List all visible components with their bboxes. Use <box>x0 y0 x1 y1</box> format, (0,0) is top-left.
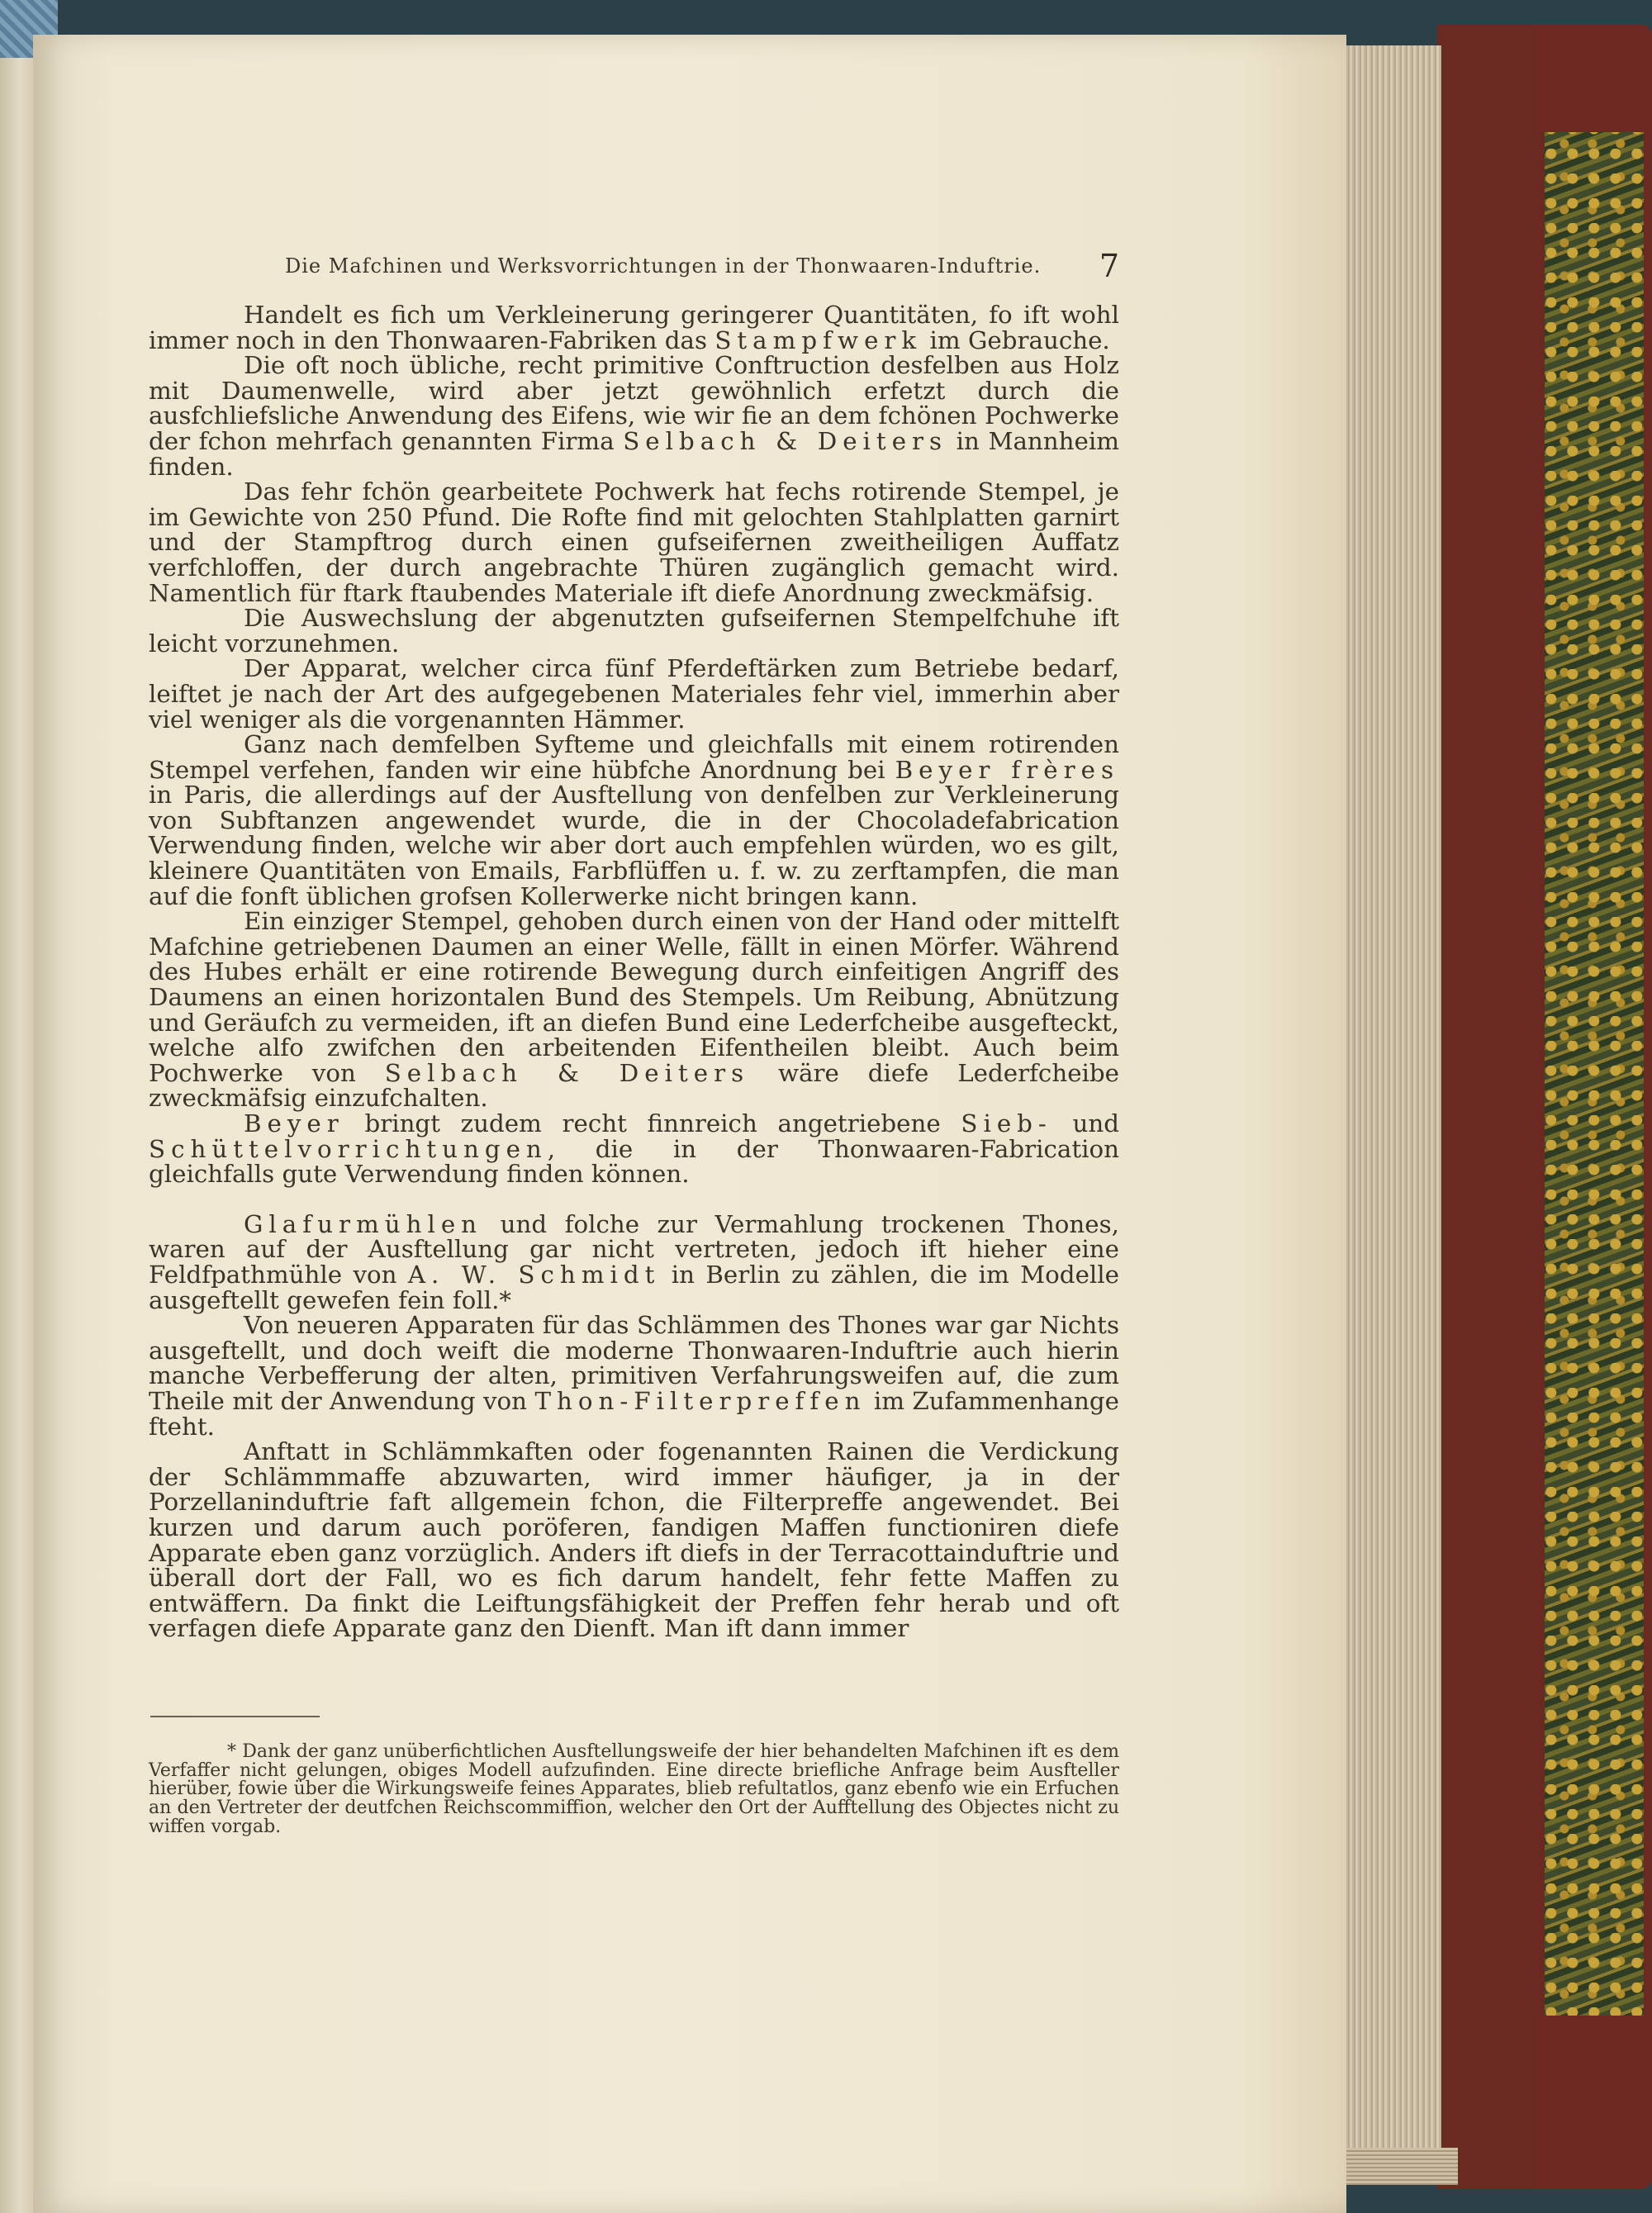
paragraph <box>149 1111 1119 1187</box>
paragraph <box>149 1313 1119 1439</box>
spaced-emphasis: Beyer frères <box>895 755 1119 784</box>
paragraph <box>149 909 1119 1111</box>
paragraph <box>149 732 1119 909</box>
text-run: Die oft noch übliche, recht primitive Conftruction desfelben aus Holz mit Daumenwelle, wird aber jetzt gewöhnlich erfetzt durch die ausfchliefsliche Anwendung des Eifens, wie wir fie an dem fchönen Pochwerke der fchon mehrfach genannten Firma <box>149 351 1119 455</box>
page-header <box>285 248 1119 289</box>
text-run: in Paris, die allerdings auf der Ausftellung von denfelben zur Verkleinerung von Subftanzen angewendet wurde, die in der Chocoladefabrication Verwendung finden, welche wir aber dort auch empfehlen würden, wo es gilt, kleinere Quantitäten von Emails, Farbflüffen u. f. w. zu zerftampfen, die man auf die fonft üblichen grofsen Kollerwerke nicht bringen kann. <box>149 781 1119 910</box>
spaced-emphasis: Selbach & Deiters <box>384 1058 750 1087</box>
spaced-emphasis: Thon-Filterpreffen <box>534 1386 866 1415</box>
paragraph <box>149 605 1119 656</box>
text-run: Handelt es fich um Verkleinerung geringerer Quantitäten, fo ift wohl immer noch in den Thonwaaren-Fabriken das <box>149 301 1119 354</box>
text-run: Der Apparat, welcher circa fünf Pferdeftärken zum Betriebe bedarf, leiftet je nach der Art des aufgegebenen Materiales fehr viel, immerhin aber viel weniger als die vorgenannten Hämmer. <box>149 654 1119 734</box>
text-run: in Mannheim finden. <box>149 426 1120 481</box>
paragraph <box>149 479 1119 605</box>
page-stack-edges <box>1342 45 1441 2185</box>
previous-page-edge <box>0 50 33 2213</box>
text-run: im Gebrauche. <box>922 325 1110 354</box>
spaced-emphasis: Stampfwerk <box>714 325 923 354</box>
spaced-emphasis: A. W. Schmidt <box>407 1260 661 1289</box>
text-run: Die Auswechslung der abgenutzten gufseifernen Stempelfchuhe ift leicht vorzunehmen. <box>149 604 1119 658</box>
spaced-emphasis: Schüttelvorrichtungen <box>149 1134 548 1163</box>
leather-corner-bottom <box>1536 2016 1652 2189</box>
text-run: und folche zur Vermahlung trockenen Thones, waren auf der Ausftellung gar nicht vertreten, jedoch ift hieher eine Feldfpathmühle von <box>149 1209 1119 1289</box>
paragraph <box>149 656 1119 732</box>
paragraph <box>149 302 1119 353</box>
page-stack-bottom <box>1342 2148 1458 2185</box>
text-run: wäre diefe Lederfcheibe zweckmäfsig einzufchalten. <box>149 1058 1120 1113</box>
page-number: 7 <box>1099 248 1119 284</box>
paragraph <box>149 1209 1119 1314</box>
footnote <box>149 1743 1119 1837</box>
spaced-emphasis: Glafurmühlen <box>244 1209 483 1238</box>
text-run: in Berlin zu zählen, die im Modelle ausgeftellt gewefen fein foll.* <box>149 1260 1119 1314</box>
leather-corner-top <box>1536 25 1652 132</box>
spaced-emphasis: Sieb- <box>961 1109 1052 1137</box>
marbled-cover <box>1545 124 1644 2024</box>
text-run: , die in der Thonwaaren-Fabrication gleichfalls gute Verwendung finden können. <box>149 1134 1119 1189</box>
paragraph <box>149 353 1119 479</box>
spaced-emphasis: Selbach & Deiters <box>623 426 948 455</box>
text-run: Ganz nach demfelben Syfteme und gleichfalls mit einem rotirenden Stempel verfehen, fanden wir eine hübfche Anordnung bei <box>149 730 1119 784</box>
text-run: Anftatt in Schlämmkaften oder fogenannten Rainen die Verdickung der Schlämmmaffe abzuwarten, wird immer häufiger, ja in der Porzellaninduftrie faft allgemein fchon, die Filterpreffe angewendet. Bei kurzen und darum auch poröferen, fandigen Maffen functioniren diefe Apparate eben ganz vorzüglich. Anders ift diefs in der Terracottainduftrie und überall dort der Fall, wo es fich darum handelt, fehr fette Maffen zu entwäffern. Da finkt die Leiftungsfähigkeit der Preffen fehr herab und oft verfagen diefe Apparate ganz den Dienft. Man ift dann immer <box>149 1437 1119 1643</box>
footnote-rule <box>150 1716 320 1717</box>
text-run: Das fehr fchön gearbeitete Pochwerk hat fechs rotirende Stempel, je im Gewichte von 250 Pfund. Die Rofte find mit gelochten Stahlplatten garnirt und der Stampftrog durch einen gufseifernen zweitheiligen Auffatz verfchloffen, der durch angebrachte Thüren zugänglich gemacht wird. Namentlich für ftark ftaubendes Materiale ift diefe Anordnung zweckmäfsig. <box>149 477 1119 607</box>
body-text <box>149 302 1119 1641</box>
text-run: bringt zudem recht finnreich angetriebene <box>344 1109 961 1137</box>
text-run: Von neueren Apparaten für das Schlämmen des Thones war gar Nichts ausgeftellt, und doch weift die moderne Thonwaaren-Induftrie auch hierin manche Verbefferung der alten, primitiven Verfahrungsweifen auf, die zum Theile mit der Anwendung von <box>149 1311 1119 1415</box>
text-run: Ein einziger Stempel, gehoben durch einen von der Hand oder mittelft Mafchine getriebenen Daumen an einer Welle, fällt in einen Mörfer. Während des Hubes erhält er eine rotirende Bewegung durch einfeitigen Angriff des Daumens an einen horizontalen Bund des Stempels. Um Reibung, Abnützung und Geräufch zu vermeiden, ift an diefen Bund eine Lederfcheibe ausgefteckt, welche alfo zwifchen den arbeitenden Eifentheilen bleibt. Auch beim Pochwerke von <box>149 907 1119 1087</box>
running-head: Die Mafchinen und Werksvorrichtungen in der Thonwaaren-Induftrie. <box>285 254 1042 278</box>
spaced-emphasis: Beyer <box>244 1109 344 1137</box>
text-run: und <box>1051 1109 1119 1137</box>
text-run: im Zufammenhange fteht. <box>149 1386 1119 1441</box>
footnote-text: * Dank der ganz unüberfichtlichen Ausftellungsweife der hier behandelten Mafchinen ift es dem Verfaffer nicht gelungen, obiges Modell aufzufinden. Eine directe briefliche Anfrage beim Ausfteller hierüber, fowie über die Wirkungsweife feines Apparates, blieb refultatlos, ganz ebenfo wie ein Erfuchen an den Vertreter der deutfchen Reichscommiffion, welcher den Ort der Aufftellung des Objectes nicht zu wiffen vorgab. <box>149 1741 1119 1837</box>
paragraph <box>149 1439 1119 1641</box>
